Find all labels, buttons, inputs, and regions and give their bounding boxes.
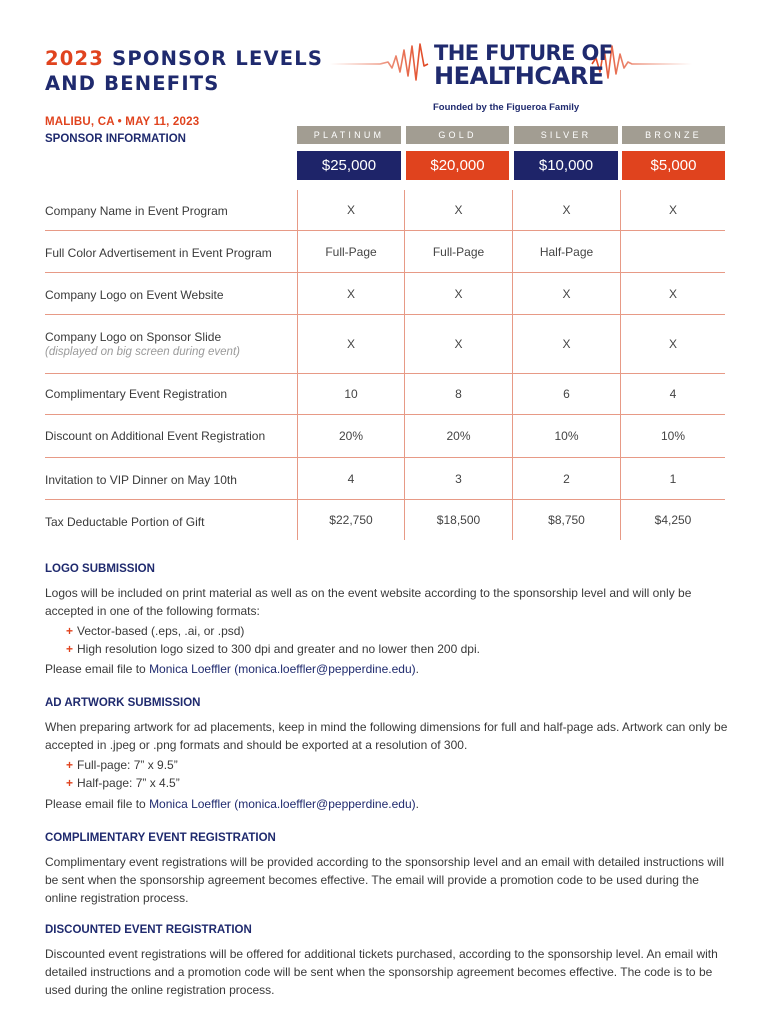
plus-icon: + [66, 624, 74, 638]
benefit-value: $18,500 [404, 500, 512, 540]
sponsor-information-label: SPONSOR INFORMATION [45, 133, 186, 145]
tier-platinum-header: PLATINUM [297, 126, 401, 144]
email-prefix: Please email file to [45, 797, 150, 811]
list-item [66, 642, 480, 656]
tier-silver-price: $10,000 [514, 151, 618, 180]
benefit-value: 20% [404, 415, 512, 457]
benefit-value: X [620, 273, 725, 314]
table-row [45, 231, 725, 273]
email-suffix: . [415, 797, 419, 811]
benefit-value: 20% [297, 415, 404, 457]
event-logo [330, 36, 692, 118]
benefit-value: 6 [512, 374, 620, 414]
tier-silver-header: SILVER [514, 126, 618, 144]
ad-artwork-heading: AD ARTWORK SUBMISSION [45, 697, 201, 709]
benefit-value: Half-Page [512, 231, 620, 272]
tier-gold-price: $20,000 [406, 151, 509, 180]
benefit-value: X [512, 190, 620, 230]
title-text: SPONSOR LEVELS [112, 47, 324, 70]
benefit-label: Discount on Additional Event Registration [45, 429, 266, 443]
page-title [45, 46, 323, 96]
benefit-label [45, 330, 240, 358]
table-row [45, 374, 725, 415]
benefit-value: X [620, 190, 725, 230]
list-item [66, 758, 178, 772]
email-contact-link[interactable]: Monica Loeffler (monica.loeffler@pepperdine.edu) [149, 662, 416, 676]
benefit-value: 2 [512, 458, 620, 499]
tier-bronze-price: $5,000 [622, 151, 725, 180]
benefit-value: 3 [404, 458, 512, 499]
discounted-body: Discounted event registrations will be offered for additional tickets purchased, according to the sponsorship level. An email with detailed instructions and a promotion code will be sent when the sponsorship agreement becomes effective. The code is to be used during the online registration process. [45, 947, 718, 997]
logo-line-1: THE FUTURE OF [434, 41, 613, 65]
logo-submission-body: Logos will be included on print material as well as on the event website according to the sponsorship level and will only be accepted in one of the following formats: [45, 586, 692, 618]
ad-artwork-body: When preparing artwork for ad placements, keep in mind the following dimensions for full and half-page ads. Artwork can only be accepted in .jpeg or .png formats and should be exported at a resolution of 300. [45, 720, 728, 752]
plus-icon: + [66, 642, 74, 656]
benefit-value: X [404, 273, 512, 314]
benefit-value: 10% [512, 415, 620, 457]
benefit-value: $4,250 [620, 500, 725, 540]
benefit-value: X [620, 315, 725, 373]
list-item [66, 776, 180, 790]
tier-platinum-price: $25,000 [297, 151, 401, 180]
ad-email-line [45, 797, 419, 811]
benefit-label: Tax Deductable Portion of Gift [45, 515, 205, 529]
benefit-label: Company Logo on Event Website [45, 288, 224, 302]
table-row [45, 415, 725, 458]
bullet-text: Full-page: 7” x 9.5” [77, 758, 178, 772]
table-row [45, 458, 725, 500]
discounted-heading: DISCOUNTED EVENT REGISTRATION [45, 924, 252, 936]
logo-email-line [45, 662, 419, 676]
event-location-date: MALIBU, CA • MAY 11, 2023 [45, 116, 200, 128]
benefit-value [620, 231, 725, 272]
plus-icon: + [66, 776, 74, 790]
benefit-value: X [297, 315, 404, 373]
benefit-value: X [512, 273, 620, 314]
tier-bronze-header: BRONZE [622, 126, 725, 144]
email-contact-link[interactable]: Monica Loeffler (monica.loeffler@pepperdine.edu) [149, 797, 416, 811]
logo-founded-text: Founded by the Figueroa Family [433, 102, 580, 113]
table-row [45, 315, 725, 374]
benefit-value: $8,750 [512, 500, 620, 540]
benefits-table [45, 190, 725, 540]
table-row [45, 500, 725, 540]
bullet-text: Vector-based (.eps, .ai, or .psd) [77, 624, 245, 638]
benefit-value: X [297, 190, 404, 230]
benefit-label: Company Name in Event Program [45, 204, 228, 218]
benefit-value: Full-Page [297, 231, 404, 272]
benefit-note: (displayed on big screen during event) [45, 346, 240, 358]
benefit-value: 10% [620, 415, 725, 457]
benefit-value: 10 [297, 374, 404, 414]
benefit-label: Invitation to VIP Dinner on May 10th [45, 473, 237, 487]
benefit-label: Full Color Advertisement in Event Program [45, 246, 272, 260]
table-row [45, 273, 725, 315]
email-prefix: Please email file to [45, 662, 150, 676]
benefit-value: 4 [297, 458, 404, 499]
benefit-label-text: Company Logo on Sponsor Slide [45, 330, 222, 344]
tier-gold-header: GOLD [406, 126, 509, 144]
email-suffix: . [415, 662, 419, 676]
benefit-label: Complimentary Event Registration [45, 387, 228, 401]
list-item [66, 624, 244, 638]
title-year: 2023 [45, 47, 105, 70]
benefit-value: $22,750 [297, 500, 404, 540]
benefit-value: X [404, 315, 512, 373]
complimentary-body: Complimentary event registrations will be provided according to the sponsorship level and an email with detailed instructions will be sent when the sponsorship agreement becomes effective. The email will provide a promotion code to be used during the online registration process. [45, 855, 725, 905]
benefit-value: 1 [620, 458, 725, 499]
bullet-text: High resolution logo sized to 300 dpi and greater and no lower then 200 dpi. [77, 642, 480, 656]
logo-line-2: HEALTHCARE [434, 62, 604, 90]
complimentary-heading: COMPLIMENTARY EVENT REGISTRATION [45, 832, 276, 844]
benefit-value: X [404, 190, 512, 230]
plus-icon: + [66, 758, 74, 772]
benefit-value: 4 [620, 374, 725, 414]
benefit-value: 8 [404, 374, 512, 414]
table-row [45, 190, 725, 231]
bullet-text: Half-page: 7” x 4.5” [77, 776, 180, 790]
benefit-value: X [512, 315, 620, 373]
benefit-value: Full-Page [404, 231, 512, 272]
logo-submission-heading: LOGO SUBMISSION [45, 563, 155, 575]
benefit-value: X [297, 273, 404, 314]
title-line-2: AND BENEFITS [45, 72, 220, 95]
